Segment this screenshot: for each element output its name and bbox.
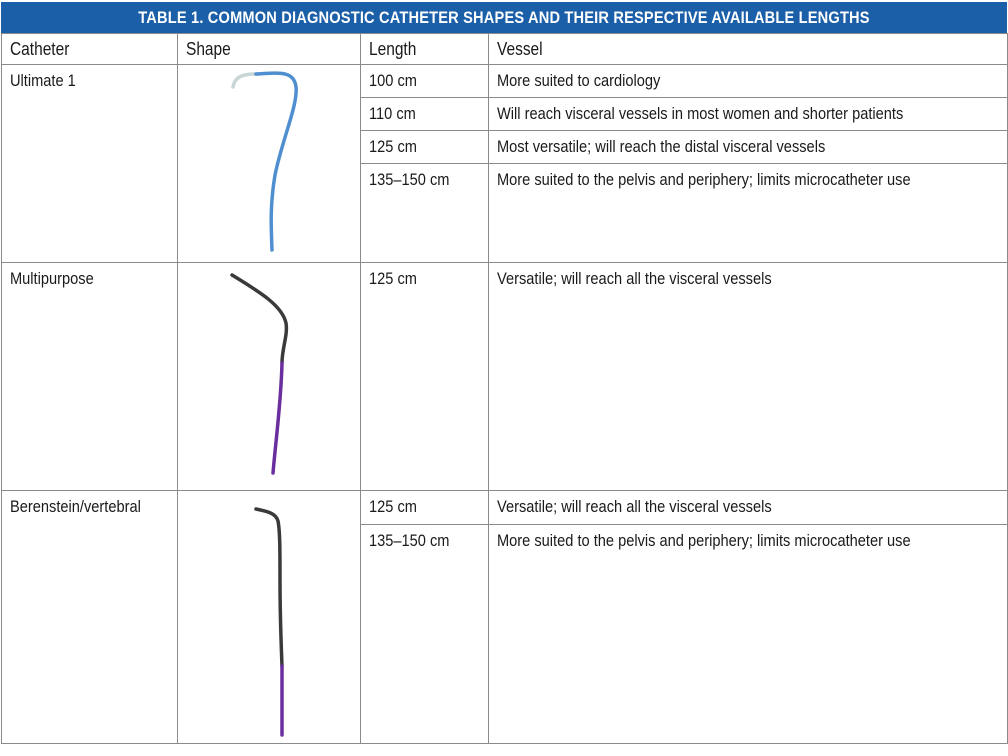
header-catheter: Catheter bbox=[2, 34, 178, 65]
shape-cell bbox=[178, 65, 361, 263]
vessel-cell: More suited to the pelvis and periphery; limits microcatheter use bbox=[489, 525, 1008, 744]
vessel-cell: More suited to cardiology bbox=[489, 65, 1008, 98]
length-cell: 125 cm bbox=[361, 131, 489, 164]
vessel-cell: More suited to the pelvis and periphery; limits microcatheter use bbox=[489, 164, 1008, 263]
header-vessel: Vessel bbox=[489, 34, 1008, 65]
length-cell: 135–150 cm bbox=[361, 164, 489, 263]
header-shape: Shape bbox=[178, 34, 361, 65]
length-cell: 125 cm bbox=[361, 263, 489, 491]
vessel-cell: Will reach visceral vessels in most women and shorter patients bbox=[489, 98, 1008, 131]
table-title-bar bbox=[1, 2, 1007, 33]
vessel-cell: Versatile; will reach all the visceral vessels bbox=[489, 491, 1008, 525]
vessel-cell: Versatile; will reach all the visceral vessels bbox=[489, 263, 1008, 491]
catheter-table bbox=[1, 33, 1008, 744]
catheter-name-cell: Berenstein/vertebral bbox=[2, 491, 178, 744]
table-row bbox=[2, 491, 1008, 525]
length-cell: 100 cm bbox=[361, 65, 489, 98]
table-title: TABLE 1. COMMON DIAGNOSTIC CATHETER SHAPES AND THEIR RESPECTIVE AVAILABLE LENGTHS bbox=[71, 2, 936, 33]
length-cell: 135–150 cm bbox=[361, 525, 489, 744]
catheter-table-figure bbox=[1, 2, 1007, 744]
shape-cell bbox=[178, 263, 361, 491]
berenstein-vertebral-catheter-shape-icon bbox=[178, 491, 361, 743]
header-length: Length bbox=[361, 34, 489, 65]
vessel-cell: Most versatile; will reach the distal visceral vessels bbox=[489, 131, 1008, 164]
length-cell: 110 cm bbox=[361, 98, 489, 131]
length-cell: 125 cm bbox=[361, 491, 489, 525]
header-row bbox=[2, 34, 1008, 65]
shape-cell bbox=[178, 491, 361, 744]
catheter-name-cell: Multipurpose bbox=[2, 263, 178, 491]
multipurpose-catheter-shape-icon bbox=[178, 263, 361, 490]
catheter-name-cell: Ultimate 1 bbox=[2, 65, 178, 263]
ultimate-1-catheter-shape-icon bbox=[178, 65, 361, 262]
table-row bbox=[2, 263, 1008, 491]
table-row bbox=[2, 65, 1008, 98]
